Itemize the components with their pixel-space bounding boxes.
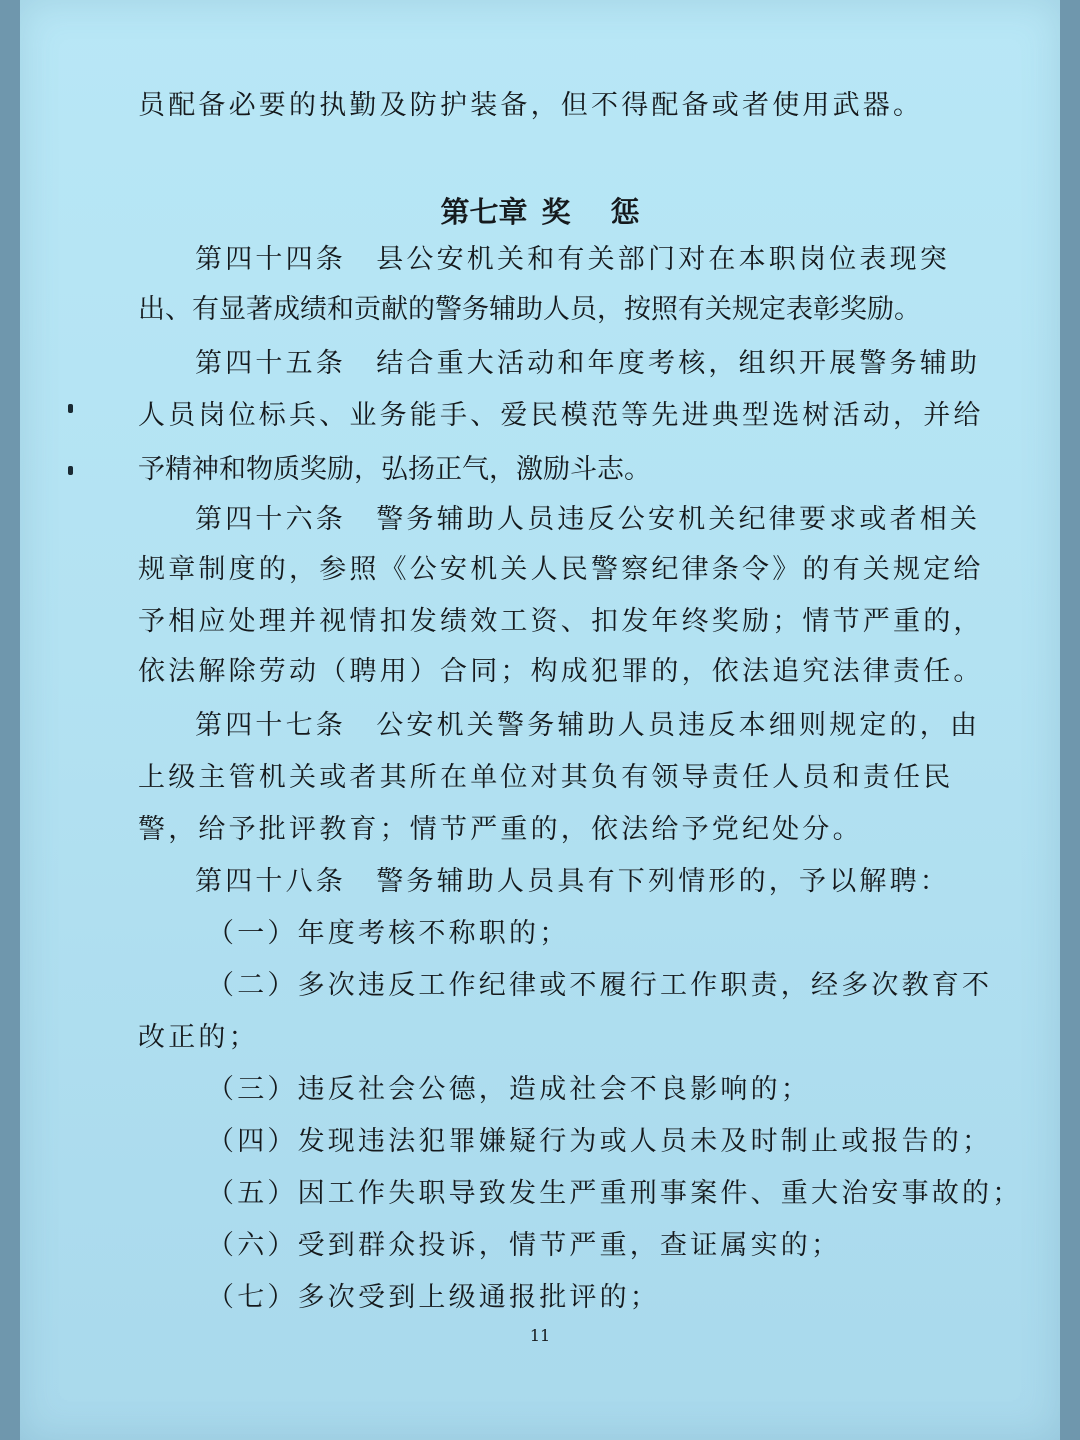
page-number: 11 [529,1326,551,1345]
chapter-title-part: 第七章 [440,195,528,229]
article-45-line-1: 第四十五条 结合重大活动和年度考核，组织开展警务辅助 [195,348,981,379]
article-47-line-2: 上级主管机关或者其所在单位对其负有领导责任人员和责任民 [138,762,954,793]
list-item: （二）多次违反工作纪律或不履行工作职责，经多次教育不 [207,970,993,1001]
binding-hole-mark [68,404,73,413]
list-item: （五）因工作失职导致发生严重刑事案件、重大治安事故的； [207,1178,1023,1209]
text-line: 员配备必要的执勤及防护装备，但不得配备或者使用武器。 [138,90,924,121]
list-item: （三）违反社会公德，造成社会不良影响的； [207,1074,811,1105]
list-item: （七）多次受到上级通报批评的； [207,1282,660,1313]
article-46-line-1: 第四十六条 警务辅助人员违反公安机关纪律要求或者相关 [195,504,981,535]
chapter-title [0,195,1080,229]
article-46-line-4: 依法解除劳动（聘用）合同；构成犯罪的，依法追究法律责任。 [138,656,984,687]
binding-hole-mark [68,466,73,475]
article-48-line-1: 第四十八条 警务辅助人员具有下列情形的，予以解聘： [195,866,950,897]
list-item-continuation: 改正的； [138,1022,259,1053]
list-item: （一）年度考核不称职的； [207,918,570,949]
list-item: （四）发现违法犯罪嫌疑行为或人员未及时制止或报告的； [207,1126,993,1157]
chapter-title-part: 惩 [610,195,640,229]
article-46-line-2: 规章制度的，参照《公安机关人民警察纪律条令》的有关规定给 [138,554,984,585]
article-47-line-1: 第四十七条 公安机关警务辅助人员违反本细则规定的，由 [195,710,981,741]
article-44-line-2: 出、有显著成绩和贡献的警务辅助人员，按照有关规定表彰奖励。 [138,294,921,325]
article-47-line-3: 警，给予批评教育；情节严重的，依法给予党纪处分。 [138,814,863,845]
article-44-line-1: 第四十四条 县公安机关和有关部门对在本职岗位表现突 [195,244,950,275]
chapter-title-part: 奖 [541,195,571,229]
list-item: （六）受到群众投诉，情节严重，查证属实的； [207,1230,842,1261]
article-46-line-3: 予相应处理并视情扣发绩效工资、扣发年终奖励；情节严重的， [138,606,984,637]
article-45-line-3: 予精神和物质奖励，弘扬正气，激励斗志。 [138,454,651,485]
article-45-line-2: 人员岗位标兵、业务能手、爱民模范等先进典型选树活动，并给 [138,400,984,431]
